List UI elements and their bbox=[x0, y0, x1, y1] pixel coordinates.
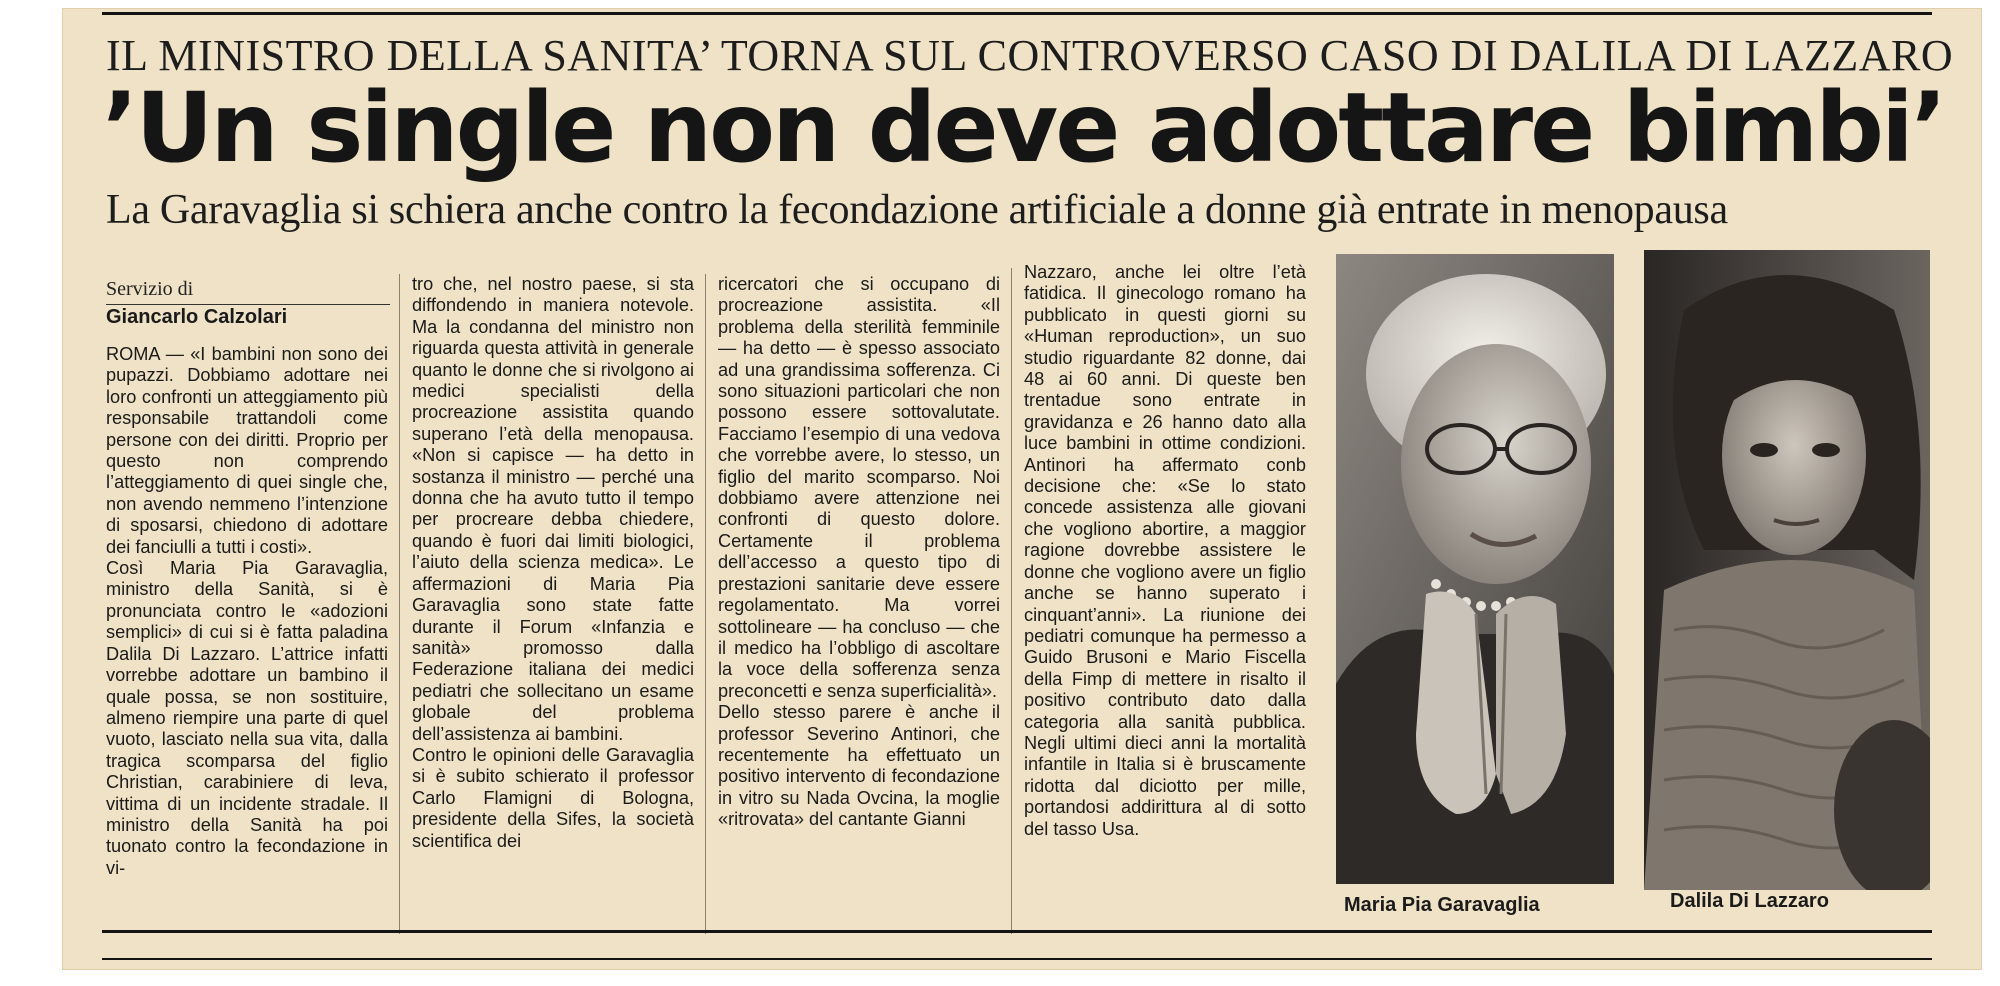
photo-di-lazzaro bbox=[1644, 250, 1930, 890]
top-rule bbox=[102, 12, 1932, 15]
byline-rule bbox=[106, 304, 390, 305]
portrait-image bbox=[1336, 254, 1614, 884]
byline-prefix: Servizio di bbox=[106, 278, 194, 300]
photo-garavaglia bbox=[1336, 254, 1614, 884]
column-divider bbox=[705, 274, 706, 934]
article-column-1 bbox=[106, 344, 388, 940]
article-column-2 bbox=[412, 274, 694, 940]
article-column-3 bbox=[718, 274, 1000, 940]
column-paragraph: Così Maria Pia Garavaglia, ministro della Sanità, si è pronunciata contro le «adozioni semplici» di cui si è fatta paladina Dalila Di Lazzaro. L’attrice infatti vorrebbe adottare un bambino il quale possa, se non sostituire, almeno riempire una parte di quel vuoto, lasciato nella sua vita, dalla tragica scomparsa del figlio Christian, carabiniere di leva, vittima di un incidente stradale. Il ministro della Sanità ha poi tuonato contro la fecondazione in vi- bbox=[106, 558, 388, 878]
byline-name: Giancarlo Calzolari bbox=[106, 306, 288, 328]
column-paragraph: tro che, nel nostro paese, si sta diffondendo in maniera notevole. Ma la condanna del ministro non riguarda questa attività in generale quanto le donne che si rivolgono ai medici specialisti della procreazione assistita quando superano l’età della menopausa. «Non si capisce — ha detto in sostanza il ministro — perché una donna che ha avuto tutto il tempo per procreare debba chiedere, quando è fuori dai limiti biologici, l’aiuto della scienza medica». Le affermazioni di Maria Pia Garavaglia sono state fatte durante il Forum «Infanzia e sanità» promosso dalla Federazione italiana dei medici pediatri che sollecitano un esame globale del problema dell’assistenza ai bambini. bbox=[412, 274, 694, 744]
article-column-4 bbox=[1024, 262, 1306, 940]
column-paragraph: Dello stesso parere è anche il professor Severino Antinori, che recentemente ha effettuato un positivo intervento di fecondazione in vitro su Nada Ovcina, la moglie «ritrovata» del cantante Gianni bbox=[718, 702, 1000, 830]
photo-caption: Maria Pia Garavaglia bbox=[1344, 894, 1540, 916]
bottom-rule bbox=[102, 930, 1932, 933]
column-paragraph: ROMA — «I bambini non sono dei pupazzi. Dobbiamo adottare nei loro confronti un atteggiamento più responsabile trattandoli come persone con dei diritti. Proprio per questo non comprendo l’atteggiamento di quei single che, non avendo nemmeno l’intenzione di sposarsi, chiedono di adottare dei fanciulli a tutti i costi». bbox=[106, 344, 388, 557]
column-paragraph: Nazzaro, anche lei oltre l’età fatidica. Il ginecologo romano ha pubblicato in questi giorni su «Human reproduction», un suo studio riguardante 82 donne, dai 48 ai 60 anni. Di queste ben trentadue sono entrate in gravidanza e 26 hanno dato alla luce bambini in ottime condizioni. Antinori ha affermato conb decisione che: «Se lo stato concede assistenza alle giovani che vogliono abortire, a maggior ragione dovrebbe assistere le donne che vogliono avere un figlio anche se hanno superato i cinquant’anni». La riunione dei pediatri comunque ha permesso a Guido Brusoni e Mario Fiscella della Fimp di mettere in risalto il positivo contributo dato dalla categoria alla sanità pubblica. Negli ultimi dieci anni la mortalità infantile in Italia si è bruscamente ridotta dal diciotto per mille, portandosi addirittura al di sotto del tasso Usa. bbox=[1024, 262, 1306, 839]
newspaper-clipping bbox=[62, 8, 1982, 970]
portrait-image bbox=[1644, 250, 1930, 890]
bottom-rule bbox=[102, 958, 1932, 960]
column-paragraph: Contro le opinioni delle Garavaglia si è subito schierato il professor Carlo Flamigni di Bologna, presidente della Sifes, la società scientifica dei bbox=[412, 744, 694, 851]
adjacent-article-bleed bbox=[1942, 48, 1982, 248]
headline: ’Un single non deve adottare bimbi’ bbox=[102, 72, 1945, 184]
column-divider bbox=[1011, 268, 1012, 934]
subtitle: La Garavaglia si schiera anche contro la fecondazione artificiale a donne già entrate in menopausa bbox=[106, 187, 1728, 233]
photo-caption: Dalila Di Lazzaro bbox=[1670, 890, 1829, 912]
kicker-line: IL MINISTRO DELLA SANITA’ TORNA SUL CONTROVERSO CASO DI DALILA DI LAZZARO bbox=[106, 31, 1954, 80]
column-divider bbox=[399, 274, 400, 934]
column-paragraph: ricercatori che si occupano di procreazione assistita. «Il problema della sterilità femminile — ha detto — è spesso associato ad una grandissima sofferenza. Ci sono situazioni particolari che non possono essere sottovalutate. Facciamo l’esempio di una vedova che vorrebbe avere, lo stesso, un figlio del marito scomparso. Noi dobbiamo avere attenzione nei confronti di questo dolore. Certamente il problema dell’accesso a questo tipo di prestazioni sanitarie deve essere regolamentato. Ma vorrei sottolineare — ha concluso — che il medico ha l’obbligo di ascoltare la voce della sofferenza senza preconcetti e senza superficialità». bbox=[718, 274, 1000, 701]
